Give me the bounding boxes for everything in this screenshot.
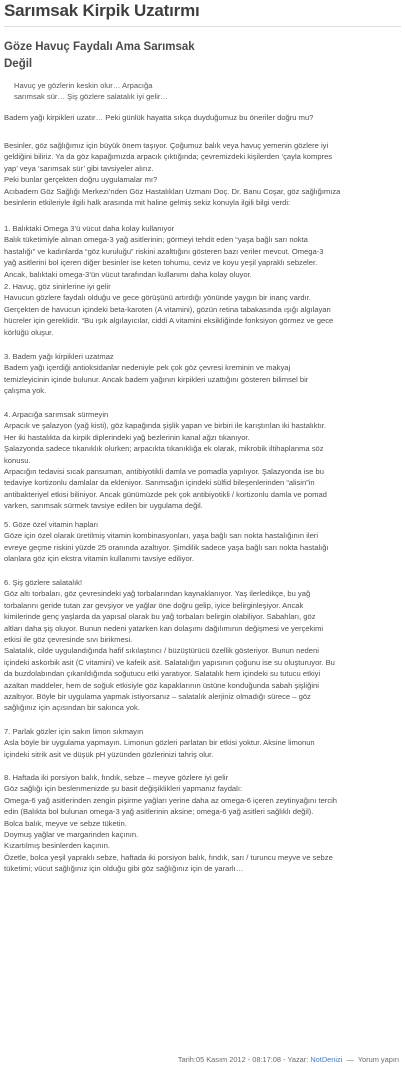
paragraph-line: 1. Balıktaki Omega 3’ü vücut daha kolay kullanıyor — [4, 224, 175, 233]
paragraph-line: 7. Parlak gözler için sakın limon sıkmayın — [4, 727, 144, 736]
paragraph — [4, 409, 402, 512]
paragraph-line: torbalarını geride tutan zar gevşiyor ve yağlar öne doğru gelip, iyice belirginleşiyor. Ancak — [4, 600, 304, 610]
paragraph-line: da buzdolabından çıkarıldığında soğutucu etki yaratıyor. Salatalık hem içindeki su tutucu etkiyi — [4, 669, 321, 679]
paragraph-line: yağ asitlerini bol içeren diğer besinler ise keten tohumu, ceviz ve koyu yeşil yapraklı sebzeler. — [4, 258, 318, 268]
paragraph-line: Göz sağlığı için beslenmenizde şu basit değişiklikleri yapmanız faydalı: — [4, 784, 243, 794]
intro-quote — [14, 80, 168, 102]
subtitle-line: Göze Havuç Faydalı Ama Sarımsak — [4, 41, 195, 53]
post-meta — [178, 1055, 399, 1064]
paragraph-line: sağlığınız için açısından bir sakınca yok. — [4, 703, 140, 713]
paragraph-line: içindeki askorbik asit (C vitamini) ve kafeik asit. Salatalığın yapısının çoğunu ise su oluşturuyor. Bu — [4, 657, 335, 667]
paragraph-line: Göze için özel olarak üretilmiş vitamin kombinasyonları, yaşa bağlı sarı nokta hastalığının ileri — [4, 531, 319, 541]
paragraph-line: Kızartılmış besinlerden kaçının. — [4, 841, 110, 851]
paragraph — [4, 772, 402, 875]
title-divider — [4, 26, 401, 27]
meta-separator: — — [346, 1055, 354, 1064]
paragraph-line: 3. Badem yağı kirpikleri uzatmaz — [4, 352, 114, 361]
paragraph-line: Havucun gözlere faydalı olduğu ve gece görüşünü artırdığı yönünde yaygın bir inanç vardır. — [4, 293, 311, 303]
paragraph-line: azaltıyor. Böyle bir uygulama yapmak istiyorsanız – salatalık alerjiniz olmadığı sürece – göz — [4, 692, 311, 702]
paragraph-line: tedaviye kortizonlu damlalar da ekleniyor. Sarımsağın içindeki sülfid bileşenlerinden “alisin”in — [4, 478, 315, 488]
paragraph — [4, 726, 402, 760]
paragraph-line: Şalazyonda sadece tıkanıklık olurken; arpacıkta tıkanıklığa ek olarak, mikrobik iltihaplanma söz — [4, 444, 324, 454]
paragraph-line: tüketimi; vücut sağlığınız için olduğu gibi göz sağlığınız için de yararlı… — [4, 864, 244, 874]
paragraph-line: hastalığı” ve kadınlarda “göz kuruluğu” riskini azalttığını gösteren bazı veriler mevcut. Omega-3 — [4, 246, 324, 256]
paragraph — [4, 519, 402, 565]
paragraph-line: Acıbadem Göz Sağlığı Merkezi’nden Göz Hastalıkları Uzmanı Doç. Dr. Banu Coşar, göz sağlığımıza — [4, 186, 341, 196]
paragraph-line: Omega-6 yağ asitlerinden zengin pişirme yağları yerine daha az omega-6 içeren zeytinyağını tercih — [4, 795, 338, 805]
paragraph — [4, 140, 402, 208]
paragraph-line: varken, sarımsak sürmek tavsiye edilen bir uygulama değil. — [4, 501, 203, 511]
paragraph-line: çalışma yok. — [4, 386, 47, 396]
paragraph-line: konusu. — [4, 455, 31, 465]
paragraph-line: antibakteriyel etkisi biliniyor. Ancak günümüzde pek çok antibiyotikli / kortizonlu damla ve pomad — [4, 489, 327, 499]
paragraph-line: temizleyicinin içinde bulunur. Ancak badem yağının kirpikleri uzattığını gösteren bilimsel bir — [4, 374, 309, 384]
paragraph-line: Gerçekten de havucun içindeki beta-karoten (A vitamini), gözün retina tabakasında ışığı algılayan — [4, 304, 331, 314]
comment-link[interactable]: Yorum yapın — [357, 1055, 399, 1064]
paragraph — [4, 577, 402, 714]
paragraph-line: Badem yağı kirpikleri uzatır… Peki günlük hayatta sıkça duyduğumuz bu öneriler doğru mu? — [4, 113, 314, 122]
author-link[interactable]: NotDenizi — [310, 1055, 343, 1064]
paragraph-line: Göz altı torbaları, göz çevresindeki yağ torbalarından kaynaklanıyor. Yaş ilerledikçe, bu yağ — [4, 589, 311, 599]
paragraph-line: altları daha şiş oluyor. Bunun nedeni yatarken kan dolaşımı dağılımının değişmesi ve yerçekimi — [4, 623, 324, 633]
paragraph-line: Badem yağı içerdiği antioksidanlar nedeniyle pek çok göz çevresi kreminin ve makyaj — [4, 363, 291, 373]
paragraph-line: Peki bunlar gerçekten doğru uygulamalar mı? — [4, 175, 158, 185]
paragraph-line: evreye geçme riskini yüzde 25 oranında azaltıyor. Şimdilik sadece yaşa bağlı sarı nokta hastalığı — [4, 542, 329, 552]
paragraph-line: 4. Arpacığa sarımsak sürmeyin — [4, 410, 109, 419]
paragraph-line: kimilerinde genç yaşlarda da yapısal olarak bu yağ torbaları belirgin olabiliyor. Sabahları, göz — [4, 612, 316, 622]
paragraph-line: geldiğini biliriz. Ya da göz kapağımızda arpacık çıktığında; çevremizdeki kişilerden ‘çayla kompres — [4, 152, 333, 162]
paragraph-line: 5. Göze özel vitamin hapları — [4, 520, 99, 529]
quote-line: sarımsak sür… Şiş gözlere salatalık iyi gelir… — [14, 92, 169, 101]
paragraph-line: körlüğü oluşur. — [4, 327, 54, 337]
paragraph — [4, 351, 402, 397]
paragraph-line: 6. Şiş gözlere salatalık! — [4, 578, 83, 587]
paragraph — [4, 281, 402, 338]
paragraph-line: 8. Haftada iki porsiyon balık, fındık, sebze – meyve gözlere iyi gelir — [4, 773, 229, 782]
paragraph — [4, 223, 402, 280]
paragraph-line: Balık tüketimiyle alınan omega-3 yağ asitlerinin; görmeyi tehdit eden “yaşa bağlı sarı nokta — [4, 235, 308, 245]
paragraph-line: Salatalık, cilde uygulandığında hafif sıkılaştırıcı / büzüştürücü özellik gösteriyor. Bunun nedeni — [4, 646, 319, 656]
paragraph-line: 2. Havuç, göz sinirlerine iyi gelir — [4, 282, 111, 291]
paragraph-line: hücreler için gereklidir. “Bu ışık algılayıcılar, ciddi A vitamini eksikliğinde fonksiyon görmez ve gece — [4, 316, 334, 326]
paragraph-line: Özetle, bolca yeşil yapraklı sebze, haftada iki porsiyon balık, fındık, sarı / turuncu meyve ve sebze — [4, 852, 333, 862]
paragraph-line: azaltan maddeler, hem de soğuk etkisiyle göz kapaklarının üstüne konduğunda sabah şişliğini — [4, 680, 319, 690]
article-subtitle — [4, 39, 195, 73]
author-prefix: - Yazar: — [283, 1055, 309, 1064]
paragraph-line: Asla böyle bir uygulama yapmayın. Limonun gözleri parlatan bir etkisi yoktur. Aksine limonun — [4, 738, 315, 748]
paragraph — [4, 112, 402, 123]
paragraph-line: Arpacık ve şalazyon (yağ kisti), göz kapağında şişlik yapan ve birbiri ile karıştırılan iki hastalıktır. — [4, 421, 327, 431]
post-date: Tarih:05 Kasım 2012 - 08:17:08 — [177, 1055, 282, 1064]
quote-line: Havuç ye gözlerin keskin olur… Arpacığa — [14, 81, 153, 90]
paragraph-line: etkisi ile göz çevresinde sıvı birikmesi. — [4, 635, 133, 645]
paragraph-line: edin (Balıkta bol bulunan omega-3 yağ asitlerinin aksine; omega-6 yağ asitleri sağlıklı değil). — [4, 807, 314, 817]
paragraph-line: Her iki hastalıkta da kirpik diplerindeki yağ bezlerinin kanal ağzı tıkanıyor. — [4, 432, 250, 442]
paragraph-line: içindeki sitrik asit ve düşük pH yüzünden gözlerinizi tahriş olur. — [4, 749, 214, 759]
paragraph-line: olanlara göz için ekstra vitamin kullanımı tavsiye ediliyor. — [4, 554, 194, 564]
paragraph-line: Ancak, balıktaki omega-3’ün vücut tarafından kullanımı daha kolay oluyor. — [4, 269, 252, 279]
paragraph-line: Bolca balık, meyve ve sebze tüketin. — [4, 818, 127, 828]
paragraph-line: Besinler, göz sağlığımız için büyük önem taşıyor. Çoğumuz balık veya havuç yemenin gözlere iyi — [4, 141, 329, 150]
paragraph-line: yap’ veya ‘sarımsak sür’ gibi tavsiyeler alırız. — [4, 163, 154, 173]
subtitle-line: Değil — [4, 58, 33, 70]
paragraph-line: Doymuş yağlar ve margarinden kaçının. — [4, 830, 139, 840]
article-title: Sarımsak Kirpik Uzatırmı — [4, 1, 200, 20]
paragraph-line: besinlerin etkileriyle ilgili halk arasında mit haline gelmiş sekiz konuyla ilgili bilgi verdi: — [4, 198, 291, 208]
paragraph-line: Arpacığın tedavisi sıcak pansuman, antibiyotikli damla ve pomadla yapılıyor. Şalazyonda ise bu — [4, 467, 324, 477]
